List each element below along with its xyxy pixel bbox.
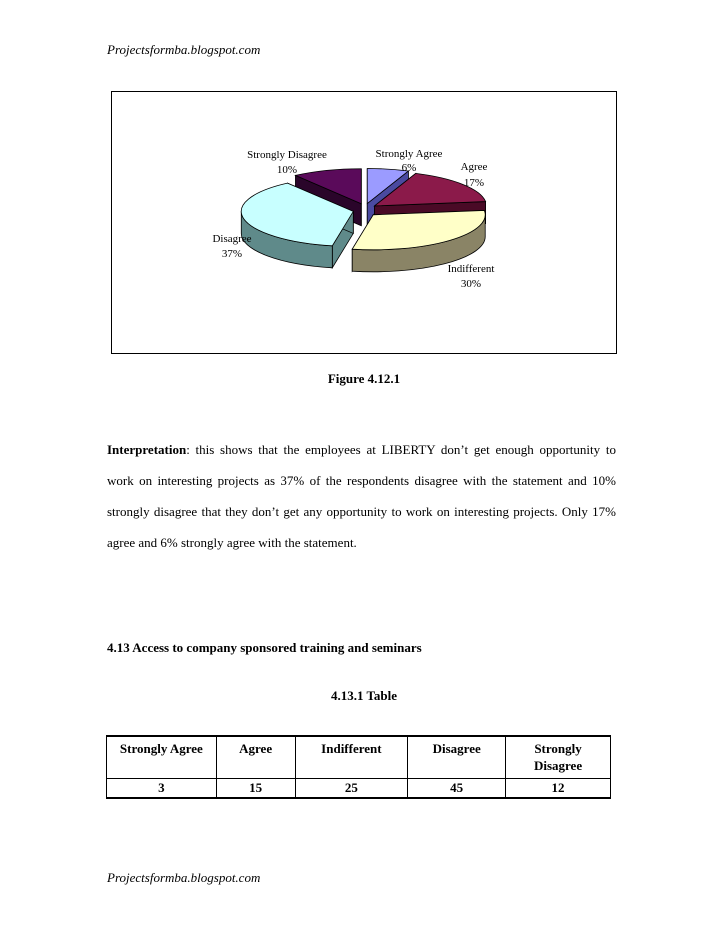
interpretation-paragraph (107, 434, 616, 558)
table-caption: 4.13.1 Table (330, 688, 398, 703)
table-cell: 45 (408, 779, 506, 799)
table-header-cell: Agree (216, 736, 295, 779)
table-header-cell: Disagree (408, 736, 506, 779)
pie-label-disagree: Disagree (212, 233, 252, 245)
table-header-row (107, 736, 611, 779)
table-cell: 3 (107, 779, 217, 799)
pie-value-strongly-agree: 6% (401, 162, 417, 174)
interpretation-lead: Interpretation (107, 442, 187, 457)
section-title: 4.13 Access to company sponsored training and seminars (107, 640, 422, 655)
figure-caption: Figure 4.12.1 (327, 371, 401, 386)
pie-chart (112, 92, 618, 355)
table-header-cell: Strongly Agree (107, 736, 217, 779)
table-header-cell: Strongly Disagree (506, 736, 611, 779)
pie-label-indifferent: Indifferent (447, 263, 495, 275)
pie-value-indifferent: 30% (460, 278, 482, 290)
response-table (106, 735, 611, 799)
pie-value-strongly-disagree: 10% (276, 164, 298, 176)
table-cell: 15 (216, 779, 295, 799)
pie-label-strongly-disagree: Strongly Disagree (247, 149, 327, 161)
pie-label-agree: Agree (460, 161, 488, 173)
page-footer: Projectsformba.blogspot.com (107, 870, 261, 885)
page-header: Projectsformba.blogspot.com (107, 42, 261, 57)
table-cell: 12 (506, 779, 611, 799)
interpretation-text: : this shows that the employees at LIBERTY don’t get enough opportunity to work on interesting projects as 37% of the respondents disagree with the statement and 10% strongly disagree that they don’t get any opportunity to work on interesting projects. Only 17% agree and 6% strongly agree with the statement. (107, 442, 616, 550)
pie-value-agree: 17% (463, 177, 485, 189)
table-row (107, 779, 611, 799)
pie-chart-frame (111, 91, 617, 354)
table-cell: 25 (295, 779, 408, 799)
pie-value-disagree: 37% (221, 248, 243, 260)
table-header-cell: Indifferent (295, 736, 408, 779)
pie-label-strongly-agree: Strongly Agree (375, 148, 443, 160)
